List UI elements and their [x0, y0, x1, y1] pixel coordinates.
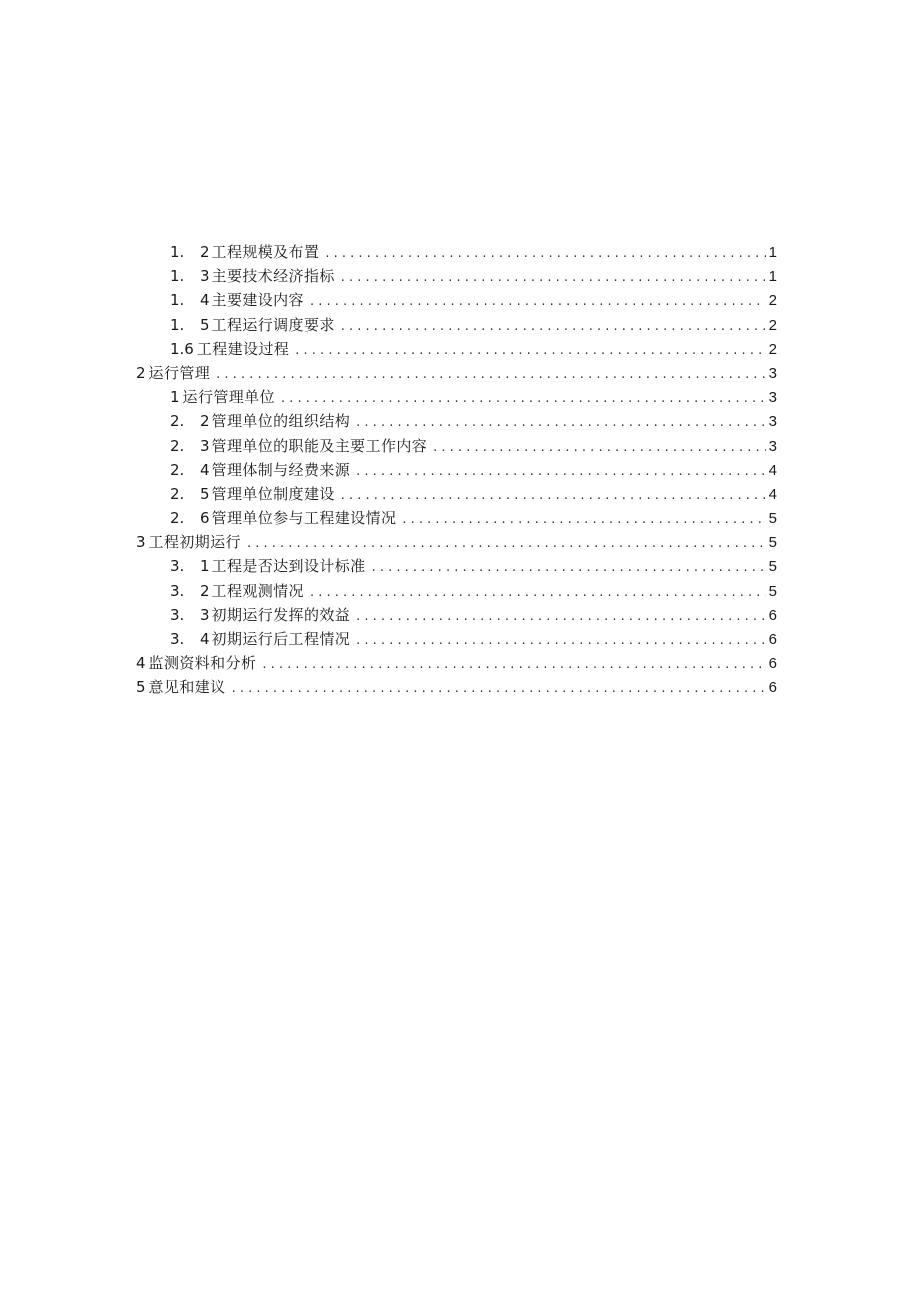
- toc-entry-number: 2.: [170, 484, 185, 503]
- toc-entry[interactable]: [136, 530, 777, 554]
- toc-entry-title: 工程初期运行: [148, 533, 241, 552]
- toc-entry-number: 1.6: [170, 339, 194, 358]
- toc-entry-number: 1: [170, 388, 180, 407]
- toc-entry[interactable]: [136, 288, 777, 312]
- toc-entry-page: 1: [768, 244, 777, 261]
- toc-entry-subnumber: 5: [200, 315, 210, 334]
- toc-dot-leader: [356, 629, 766, 653]
- toc-entry-subnumber: 3: [200, 267, 210, 286]
- toc-entry[interactable]: [136, 313, 777, 337]
- toc-entry-number: 2.: [170, 460, 185, 479]
- toc-entry[interactable]: [136, 240, 777, 264]
- toc-dot-leader: [262, 653, 765, 677]
- toc-dot-leader: [341, 484, 766, 508]
- toc-entry[interactable]: [136, 361, 777, 385]
- toc-entry-title: 工程观测情况: [211, 581, 304, 600]
- toc-entry-subnumber: 2: [200, 412, 210, 431]
- toc-entry[interactable]: [136, 506, 777, 530]
- toc-entry[interactable]: [136, 385, 777, 409]
- toc-entry-title: 管理单位制度建设: [211, 484, 335, 503]
- toc-entry-title: 工程规模及布置: [211, 243, 320, 261]
- toc-dot-leader: [341, 315, 766, 339]
- toc-entry-title: 管理单位的职能及主要工作内容: [211, 436, 428, 455]
- toc-entry-title: 监测资料和分析: [148, 654, 257, 673]
- toc-entry-page: 3: [768, 413, 777, 431]
- toc-entry[interactable]: [136, 337, 777, 361]
- toc-entry-title: 管理单位的组织结构: [211, 412, 351, 431]
- toc-entry-title: 管理体制与经费来源: [211, 460, 351, 479]
- toc-dot-leader: [341, 266, 766, 290]
- toc-entry-subnumber: 5: [200, 484, 210, 503]
- toc-entry[interactable]: [136, 264, 777, 288]
- toc-entry-page: 3: [768, 437, 777, 455]
- toc-entry-page: 6: [768, 606, 777, 624]
- toc-entry-number: 1.: [170, 267, 185, 286]
- toc-entry-page: 2: [768, 340, 777, 358]
- toc-entry-page: 1: [768, 268, 777, 286]
- toc-entry-title: 运行管理单位: [182, 388, 275, 407]
- toc-entry-number: 2.: [170, 509, 185, 528]
- toc-entry-subnumber: 4: [200, 630, 210, 648]
- toc-dot-leader: [356, 460, 766, 484]
- toc-entry-subnumber: 3: [200, 605, 210, 624]
- toc-entry-number: 2.: [170, 436, 185, 455]
- toc-dot-leader: [281, 387, 766, 411]
- toc-entry-title: 管理单位参与工程建设情况: [211, 509, 397, 528]
- toc-dot-leader: [356, 605, 766, 629]
- toc-entry-title: 运行管理: [148, 363, 211, 382]
- toc-dot-leader: [216, 363, 766, 387]
- toc-entry-page: 6: [768, 679, 777, 697]
- toc-dot-leader: [372, 556, 766, 580]
- toc-entry-title: 工程运行调度要求: [211, 315, 335, 334]
- toc-entry-number: 3.: [170, 557, 185, 576]
- toc-entry-subnumber: 2: [200, 581, 210, 600]
- toc-entry[interactable]: [136, 554, 777, 578]
- toc-entry-subnumber: 4: [200, 291, 210, 310]
- toc-entry-title: 初期运行后工程情况: [211, 630, 351, 648]
- toc-entry[interactable]: [136, 651, 777, 675]
- toc-entry-page: 5: [768, 534, 777, 552]
- toc-dot-leader: [295, 339, 765, 363]
- table-of-contents: [136, 240, 777, 700]
- toc-entry-page: 5: [768, 582, 777, 600]
- toc-entry-title: 初期运行发挥的效益: [211, 605, 351, 624]
- toc-entry[interactable]: [136, 627, 777, 651]
- toc-dot-leader: [402, 508, 765, 532]
- toc-entry[interactable]: [136, 579, 777, 603]
- toc-entry[interactable]: [136, 482, 777, 506]
- toc-entry-page: 3: [768, 364, 777, 382]
- toc-entry-page: 3: [768, 389, 777, 407]
- toc-dot-leader: [433, 436, 766, 460]
- toc-entry[interactable]: [136, 675, 777, 699]
- toc-entry-number: 4: [136, 654, 146, 673]
- toc-entry-page: 6: [768, 631, 777, 648]
- toc-dot-leader: [310, 581, 766, 605]
- toc-entry[interactable]: [136, 458, 777, 482]
- toc-entry-number: 3.: [170, 581, 185, 600]
- toc-entry-page: 5: [768, 558, 777, 576]
- toc-entry-title: 意见和建议: [148, 678, 226, 697]
- toc-entry-number: 1.: [170, 291, 185, 310]
- toc-dot-leader: [356, 411, 766, 435]
- toc-entry-number: 3.: [170, 630, 185, 648]
- toc-entry-number: 1.: [170, 315, 185, 334]
- toc-entry-number: 3.: [170, 605, 185, 624]
- toc-entry-title: 主要技术经济指标: [211, 267, 335, 286]
- toc-entry-subnumber: 4: [200, 460, 210, 479]
- toc-entry-page: 2: [768, 292, 777, 310]
- toc-entry-page: 6: [768, 655, 777, 673]
- toc-entry-number: 3: [136, 533, 146, 552]
- toc-entry-subnumber: 3: [200, 436, 210, 455]
- toc-entry-page: 4: [768, 485, 777, 503]
- toc-entry-title: 主要建设内容: [211, 291, 304, 310]
- toc-entry-page: 5: [768, 510, 777, 528]
- toc-entry-number: 2.: [170, 412, 185, 431]
- toc-dot-leader: [247, 532, 766, 556]
- toc-entry-number: 5: [136, 678, 146, 697]
- toc-entry-subnumber: 6: [200, 509, 210, 528]
- toc-dot-leader: [325, 242, 765, 266]
- toc-entry-title: 工程建设过程: [196, 339, 290, 358]
- toc-dot-leader: [232, 677, 766, 701]
- toc-entry-number: 2: [136, 363, 146, 382]
- toc-dot-leader: [310, 290, 766, 314]
- toc-entry[interactable]: [136, 603, 777, 627]
- toc-entry[interactable]: [136, 434, 777, 458]
- toc-entry-page: 2: [768, 316, 777, 334]
- toc-entry-page: 4: [768, 461, 777, 479]
- toc-entry[interactable]: [136, 409, 777, 433]
- toc-entry-subnumber: 2: [200, 243, 210, 261]
- toc-entry-subnumber: 1: [200, 557, 210, 576]
- toc-entry-number: 1.: [170, 243, 185, 261]
- toc-entry-title: 工程是否达到设计标准: [211, 557, 366, 576]
